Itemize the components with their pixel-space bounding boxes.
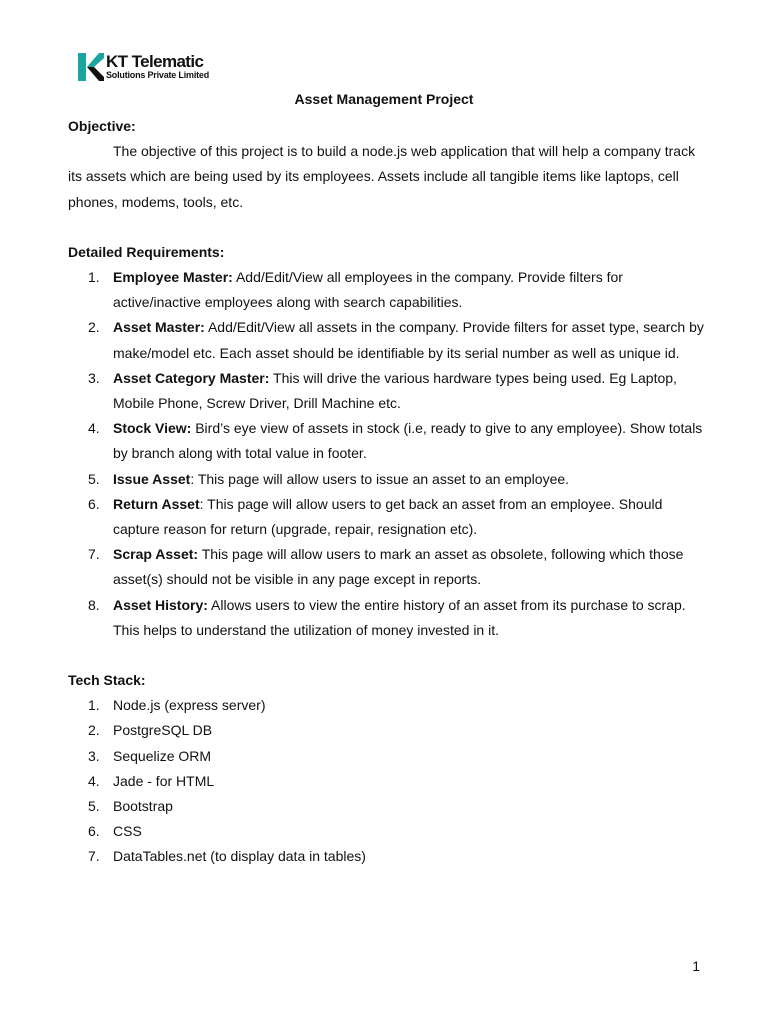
requirement-term: Return Asset [113,495,200,512]
list-item [68,315,708,365]
tech-stack-list [68,693,708,869]
list-item [68,744,708,769]
requirement-text: Add/Edit/View all employees in the company. Provide filters for active/inactive employees along with search capabilities. [113,269,623,311]
list-item [68,769,708,794]
list-item [68,366,708,416]
requirement-term: Issue Asset [113,470,191,487]
spacer [68,643,708,668]
requirement-text: This page will allow users to mark an asset as obsolete, following which those asset(s) should not be visible in any page except in reports. [113,546,684,588]
requirement-term: Stock View: [113,420,192,437]
list-item [68,718,708,743]
requirement-term: Employee Master: [113,269,233,286]
list-number: 1. [88,269,100,286]
list-number: 5. [88,798,100,815]
list-number: 7. [88,848,100,865]
list-item [68,844,708,869]
objective-heading: Objective: [68,118,136,134]
list-item [68,265,708,315]
tech-stack-heading: Tech Stack: [68,672,146,689]
list-number: 5. [88,470,100,487]
spacer [68,215,708,240]
requirement-term: Asset History: [113,596,208,613]
requirement-text: Allows users to view the entire history of an asset from its purchase to scrap. This helps to understand the utilization of money invested in it. [113,596,686,638]
kt-logo-icon [78,53,104,81]
document-title: Asset Management Project [294,91,474,107]
list-number: 3. [88,747,100,764]
requirement-text: Bird’s eye view of assets in stock (i.e, ready to give to any employee). Show totals by branch along with total value in footer. [113,420,703,462]
requirement-text: : This page will allow users to get back an asset from an employee. Should capture reason for return (upgrade, repair, resignation etc). [113,495,663,538]
list-number: 2. [88,319,100,336]
requirement-text: Add/Edit/View all assets in the company. Provide filters for asset type, search by make/model etc. Each asset should be identifiable by its serial number as well as unique id. [113,319,704,361]
requirement-term: Asset Category Master: [113,369,270,386]
objective-paragraph: The objective of this project is to build a node.js web application that will help a company track its assets which are being used by its employees. Assets include all tangible items like laptops, cell phones, modems, tools, etc. [68,143,696,210]
requirements-list [68,265,708,643]
list-number: 1. [88,697,100,714]
list-item [68,593,708,643]
requirement-term: Scrap Asset: [113,546,199,563]
list-item [68,542,708,592]
list-item [68,693,708,718]
requirement-term: Asset Master: [113,319,205,336]
tech-item-text: Bootstrap [113,798,173,815]
requirement-text: This will drive the various hardware types being used. Eg Laptop, Mobile Phone, Screw Driver, Drill Machine etc. [113,369,677,412]
tech-item-text: Sequelize ORM [113,747,212,764]
tech-item-text: Node.js (express server) [113,697,266,714]
list-number: 4. [88,420,100,437]
page-number: 1 [692,958,700,974]
document-body [68,114,708,870]
list-number: 7. [88,546,100,563]
requirement-text: : This page will allow users to issue an asset to an employee. [190,470,570,487]
tech-item-text: DataTables.net (to display data in tables) [113,848,366,865]
requirements-heading: Detailed Requirements: [68,243,225,260]
list-number: 2. [88,722,100,739]
list-item [68,794,708,819]
logo-subtitle: Solutions Private Limited [106,70,210,80]
list-number: 6. [88,823,100,840]
logo-title: KT Telematic [106,52,204,71]
tech-item-text: CSS [113,823,142,840]
list-item [68,819,708,844]
list-number: 3. [88,369,100,386]
list-item [68,416,708,466]
list-number: 6. [88,495,100,512]
list-item [68,467,708,492]
list-number: 8. [88,596,100,613]
tech-item-text: PostgreSQL DB [113,722,213,739]
tech-item-text: Jade - for HTML [113,772,215,789]
list-item [68,492,708,542]
company-logo [78,53,218,83]
list-number: 4. [88,772,100,789]
